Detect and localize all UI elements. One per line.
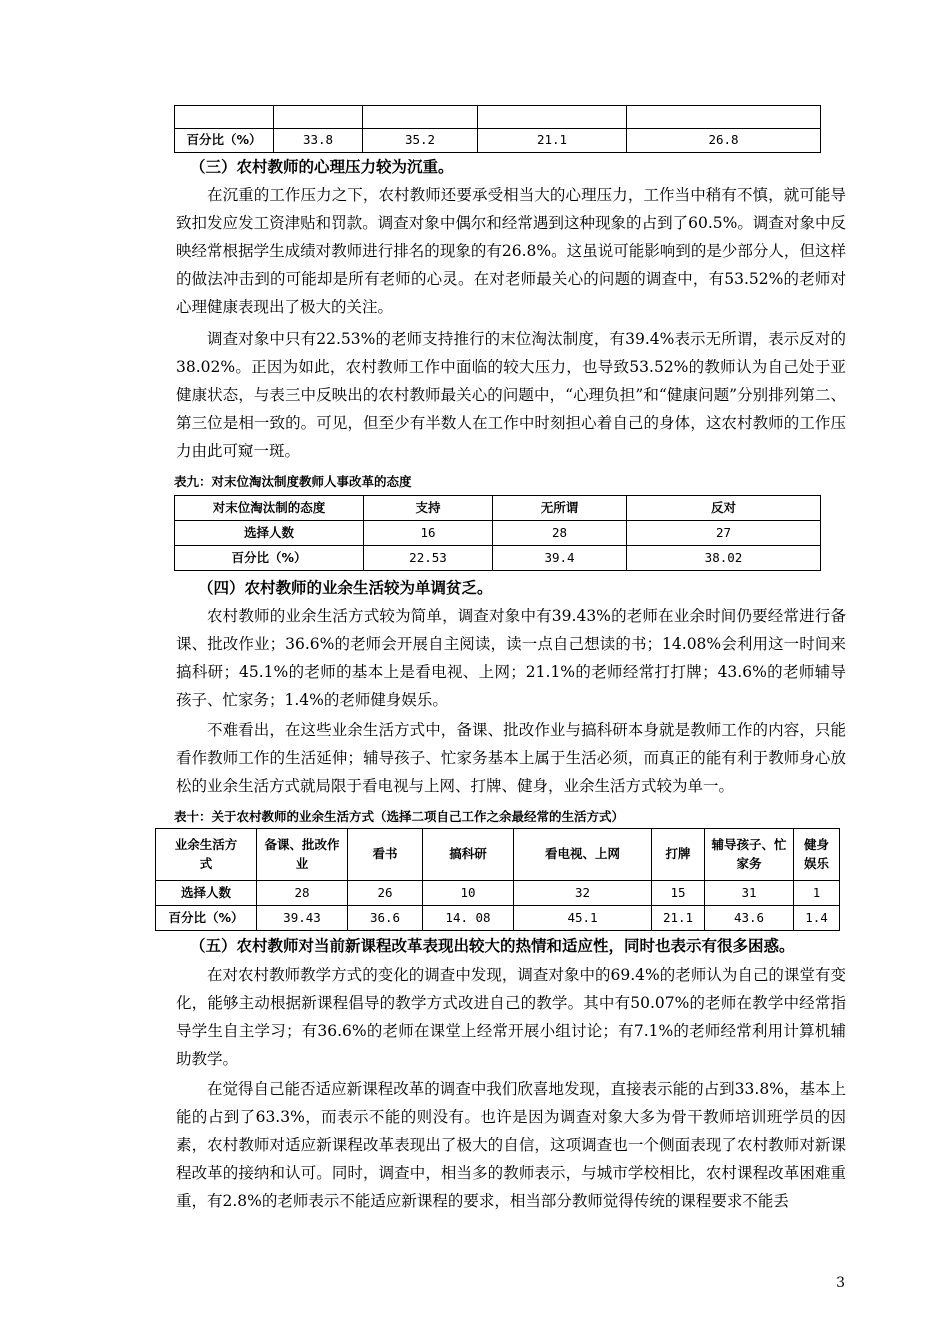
table-row bbox=[175, 521, 821, 546]
row-label: 百分比（%） bbox=[156, 906, 257, 931]
table-cell: 32 bbox=[514, 881, 652, 906]
table-caption: 表九：对末位淘汰制度教师人事改革的态度 bbox=[174, 474, 412, 489]
paragraph: 调查对象中只有22.53%的老师支持推行的末位淘汰制度，有39.4%表示无所谓，表示反对的38.02%。正因为如此，农村教师工作中面临的较大压力，也导致53.52%的教师认为自己处于亚健康状态，与表三中反映出的农村教师最关心的问题中，“心理负担”和“健康问题”分别排列第二、第三位是相一致的。可见，但至少有半数人在工作中时刻担心着自己的身体，这农村教师的工作压力由此可窥一斑。 bbox=[176, 330, 846, 460]
table-cell: 27 bbox=[627, 521, 821, 546]
table-row bbox=[175, 129, 821, 153]
table-row bbox=[175, 106, 821, 129]
table-cell bbox=[478, 106, 627, 129]
table-9 bbox=[174, 495, 821, 571]
table-header-cell: 看电视、上网 bbox=[514, 829, 652, 881]
paragraph: 在对农村教师教学方式的变化的调查中发现，调查对象中的69.4%的老师认为自己的课堂有变化，能够主动根据新课程倡导的教学方式改进自己的教学。其中有50.07%的老师在教学中经常指导学生自主学习；有36.6%的老师在课堂上经常开展小组讨论；有7.1%的老师经常利用计算机辅助教学。 bbox=[176, 966, 846, 1068]
table-header-cell: 搞科研 bbox=[423, 829, 514, 881]
table-header-cell: 打牌 bbox=[652, 829, 705, 881]
table-header-cell: 备课、批改作业 bbox=[257, 829, 348, 881]
section-heading: （四）农村教师的业余生活较为单调贫乏。 bbox=[198, 579, 493, 597]
row-label: 选择人数 bbox=[175, 521, 364, 546]
table-row bbox=[156, 881, 840, 906]
paragraph: 在沉重的工作压力之下，农村教师还要承受相当大的心理压力，工作当中稍有不慎，就可能导致扣发应发工资津贴和罚款。调查对象中偶尔和经常遇到这种现象的占到了60.5%。调查对象中反映经常根据学生成绩对教师进行排名的现象的有26.8%。这虽说可能影响到的是少部分人，但这样的做法冲击到的可能却是所有老师的心灵。在对老师最关心的问题的调查中，有53.52%的老师对心理健康表现出了极大的关注。 bbox=[176, 186, 846, 316]
table-cell: 21.1 bbox=[652, 906, 705, 931]
table-header-cell: 辅导孩子、忙家务 bbox=[705, 829, 794, 881]
table-cell: 28 bbox=[493, 521, 627, 546]
table-cell: 39.43 bbox=[257, 906, 348, 931]
table-cell bbox=[627, 106, 821, 129]
table-row bbox=[156, 829, 840, 881]
table-cell: 38.02 bbox=[627, 546, 821, 571]
table-cell: 26.8 bbox=[627, 129, 821, 153]
table-cell: 43.6 bbox=[705, 906, 794, 931]
table-cell: 15 bbox=[652, 881, 705, 906]
paragraph: 农村教师的业余生活方式较为简单，调查对象中有39.43%的老师在业余时间仍要经常进行备课、批改作业；36.6%的老师会开展自主阅读，读一点自己想读的书；14.08%会利用这一时间来搞科研；45.1%的老师的基本上是看电视、上网；21.1%的老师经常打打牌；43.6%的老师辅导孩子、忙家务；1.4%的老师健身娱乐。 bbox=[176, 607, 846, 709]
table-header-cell: 业余生活方式 bbox=[156, 829, 257, 881]
table-cell: 14. 08 bbox=[423, 906, 514, 931]
paragraph: 在觉得自己能否适应新课程改革的调查中我们欣喜地发现，直接表示能的占到33.8%，基本上能的占到了63.3%，而表示不能的则没有。也许是因为调查对象大多为骨干教师培训班学员的因素，农村教师对适应新课程改革表现出了极大的自信，这项调查也一个侧面表现了农村教师对新课程改革的接纳和认可。同时，调查中，相当多的教师表示，与城市学校相比，农村课程改革困难重重，有2.8%的老师表示不能适应新课程的要求，相当部分教师觉得传统的课程要求不能丢 bbox=[176, 1080, 846, 1210]
row-label: 选择人数 bbox=[156, 881, 257, 906]
table-header-cell: 看书 bbox=[348, 829, 423, 881]
row-label: 百分比（%） bbox=[175, 129, 274, 153]
paragraph: 不难看出，在这些业余生活方式中，备课、批改作业与搞科研本身就是教师工作的内容，只能看作教师工作的生活延伸；辅导孩子、忙家务基本上属于生活必须，而真正的能有利于教师身心放松的业余生活方式就局限于看电视与上网、打牌、健身，业余生活方式较为单一。 bbox=[176, 721, 846, 795]
table-row bbox=[175, 496, 821, 521]
table-cell: 36.6 bbox=[348, 906, 423, 931]
table-cell: 45.1 bbox=[514, 906, 652, 931]
section-heading: （五）农村教师对当前新课程改革表现出较大的热情和适应性，同时也表示有很多困惑。 bbox=[190, 937, 795, 955]
row-label: 百分比（%） bbox=[175, 546, 364, 571]
table-cell: 28 bbox=[257, 881, 348, 906]
table-cell: 35.2 bbox=[363, 129, 478, 153]
table-cell: 33.8 bbox=[274, 129, 363, 153]
table-cell: 39.4 bbox=[493, 546, 627, 571]
table-caption: 表十：关于农村教师的业余生活方式（选择二项自己工作之余最经常的生活方式） bbox=[174, 809, 625, 824]
table-continued bbox=[174, 105, 821, 153]
table-header-cell: 支持 bbox=[364, 496, 493, 521]
table-cell bbox=[175, 106, 274, 129]
table-cell bbox=[274, 106, 363, 129]
table-cell: 22.53 bbox=[364, 546, 493, 571]
table-cell: 16 bbox=[364, 521, 493, 546]
table-cell: 26 bbox=[348, 881, 423, 906]
table-cell: 31 bbox=[705, 881, 794, 906]
table-header-cell: 无所谓 bbox=[493, 496, 627, 521]
table-cell: 10 bbox=[423, 881, 514, 906]
section-heading: （三）农村教师的心理压力较为沉重。 bbox=[190, 158, 454, 176]
table-cell: 1 bbox=[794, 881, 840, 906]
table-header-cell: 对末位淘汰制的态度 bbox=[175, 496, 364, 521]
table-cell: 21.1 bbox=[478, 129, 627, 153]
table-header-cell: 健身娱乐 bbox=[794, 829, 840, 881]
table-header-cell: 反对 bbox=[627, 496, 821, 521]
table-row bbox=[175, 546, 821, 571]
table-cell bbox=[363, 106, 478, 129]
table-cell: 1.4 bbox=[794, 906, 840, 931]
table-row bbox=[156, 906, 840, 931]
table-10 bbox=[155, 828, 840, 931]
page-number: 3 bbox=[836, 1275, 845, 1291]
